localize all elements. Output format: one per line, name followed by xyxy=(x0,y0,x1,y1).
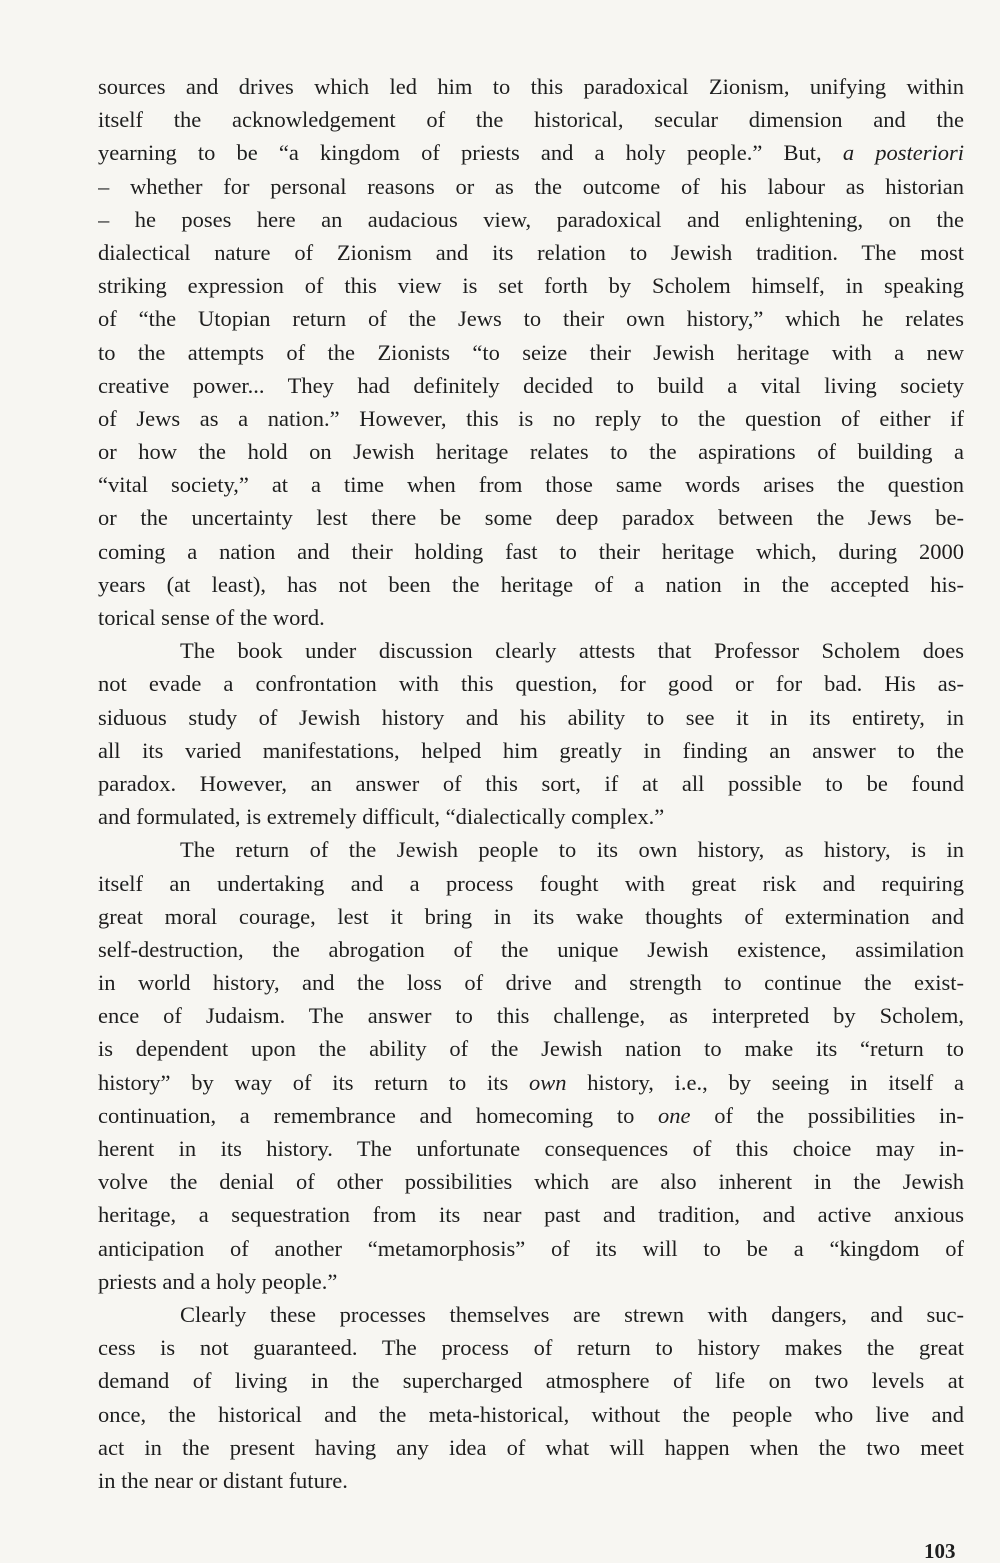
text-segment: of Jews as a nation.” However, this is no reply to the question of either if xyxy=(98,405,964,431)
text-line xyxy=(98,1165,964,1198)
text-segment: heritage, a sequestration from its near past and tradition, and active anxious xyxy=(98,1202,964,1228)
text-line xyxy=(98,1431,964,1464)
text-line xyxy=(98,734,964,767)
text-segment: great moral courage, lest it bring in its wake thoughts of extermination and xyxy=(98,903,964,929)
text-line xyxy=(98,966,964,999)
text-line xyxy=(98,1398,964,1431)
text-segment: priests and a holy people.” xyxy=(98,1268,338,1294)
text-segment: cess is not guaranteed. The process of return to history makes the great xyxy=(98,1335,964,1361)
text-line xyxy=(98,302,964,335)
text-line xyxy=(98,1032,964,1065)
text-line xyxy=(98,701,964,734)
body-text xyxy=(98,70,964,1497)
text-line xyxy=(98,1464,964,1497)
text-segment: in world history, and the loss of drive and strength to continue the exist- xyxy=(98,970,964,996)
text-line xyxy=(98,601,964,634)
text-segment: self-destruction, the abrogation of the unique Jewish existence, assimilation xyxy=(98,936,964,962)
paragraph xyxy=(98,634,964,833)
text-segment: of “the Utopian return of the Jews to their own history,” which he relates xyxy=(98,306,964,332)
text-segment: is dependent upon the ability of the Jewish nation to make its “return to xyxy=(98,1036,964,1062)
text-segment: siduous study of Jewish history and his ability to see it in its entirety, in xyxy=(98,704,964,730)
text-line xyxy=(98,435,964,468)
text-segment: itself the acknowledgement of the historical, secular dimension and the xyxy=(98,107,964,133)
text-line xyxy=(98,336,964,369)
text-segment: striking expression of this view is set forth by Scholem himself, in speaking xyxy=(98,273,964,299)
italic-text: one xyxy=(658,1102,691,1128)
text-segment: anticipation of another “metamorphosis” of its will to be a “kingdom of xyxy=(98,1235,964,1261)
text-segment: and formulated, is extremely difficult, “dialectically complex.” xyxy=(98,804,665,830)
text-segment: all its varied manifestations, helped him greatly in finding an answer to the xyxy=(98,737,964,763)
text-line xyxy=(98,369,964,402)
text-line xyxy=(98,70,964,103)
text-segment: creative power... They had definitely decided to build a vital living society xyxy=(98,372,964,398)
text-segment: demand of living in the supercharged atmosphere of life on two levels at xyxy=(98,1368,964,1394)
italic-text: own xyxy=(528,1069,567,1095)
text-line xyxy=(98,1099,964,1132)
text-line xyxy=(98,1132,964,1165)
text-line xyxy=(98,667,964,700)
text-line xyxy=(98,634,964,667)
text-segment: Clearly these processes themselves are strewn with dangers, and suc- xyxy=(180,1301,964,1327)
italic-text: a posteriori xyxy=(842,140,964,166)
text-segment: The return of the Jewish people to its own history, as history, is in xyxy=(180,837,964,863)
page-number: 103 xyxy=(924,1539,956,1563)
text-line xyxy=(98,767,964,800)
text-line xyxy=(98,1298,964,1331)
text-segment: once, the historical and the meta-historical, without the people who live and xyxy=(98,1401,964,1427)
text-segment: act in the present having any idea of what will happen when the two meet xyxy=(98,1434,964,1460)
paragraph xyxy=(98,833,964,1298)
text-segment: ence of Judaism. The answer to this challenge, as interpreted by Scholem, xyxy=(98,1003,964,1029)
text-segment: of the possibilities in- xyxy=(690,1102,964,1128)
text-segment: in the near or distant future. xyxy=(98,1467,348,1493)
text-line xyxy=(98,999,964,1032)
text-line xyxy=(98,103,964,136)
text-segment: dialectical nature of Zionism and its relation to Jewish tradition. The most xyxy=(98,239,964,265)
text-line xyxy=(98,203,964,236)
text-segment: coming a nation and their holding fast to their heritage which, during 2000 xyxy=(98,538,964,564)
text-line xyxy=(98,402,964,435)
text-line xyxy=(98,170,964,203)
text-line xyxy=(98,1265,964,1298)
paragraph xyxy=(98,1298,964,1497)
text-line xyxy=(98,1066,964,1099)
text-segment: “vital society,” at a time when from those same words arises the question xyxy=(98,472,964,498)
text-segment: or how the hold on Jewish heritage relates to the aspirations of building a xyxy=(98,439,964,465)
text-line xyxy=(98,568,964,601)
text-line xyxy=(98,833,964,866)
text-segment: sources and drives which led him to this paradoxical Zionism, unifying within xyxy=(98,74,964,99)
text-line xyxy=(98,1331,964,1364)
text-line xyxy=(98,535,964,568)
text-segment: itself an undertaking and a process fought with great risk and requiring xyxy=(98,870,964,896)
text-line xyxy=(98,867,964,900)
text-line xyxy=(98,800,964,833)
text-segment: volve the denial of other possibilities which are also inherent in the Jewish xyxy=(98,1169,964,1195)
text-segment: not evade a confrontation with this question, for good or for bad. His as- xyxy=(98,671,964,697)
text-line xyxy=(98,236,964,269)
text-line xyxy=(98,468,964,501)
text-segment: years (at least), has not been the heritage of a nation in the accepted his- xyxy=(98,571,964,597)
text-segment: The book under discussion clearly attests that Professor Scholem does xyxy=(180,638,964,664)
text-line xyxy=(98,933,964,966)
text-segment: to the attempts of the Zionists “to seize their Jewish heritage with a new xyxy=(98,339,964,365)
paragraph xyxy=(98,70,964,634)
text-line xyxy=(98,1364,964,1397)
text-segment: yearning to be “a kingdom of priests and a holy people.” But, xyxy=(98,140,843,166)
text-line xyxy=(98,501,964,534)
text-segment: paradox. However, an answer of this sort, if at all possible to be found xyxy=(98,770,964,796)
text-line xyxy=(98,136,964,169)
text-line xyxy=(98,900,964,933)
text-segment: herent in its history. The unfortunate consequences of this choice may in- xyxy=(98,1136,964,1161)
text-line xyxy=(98,269,964,302)
text-line xyxy=(98,1198,964,1231)
text-line xyxy=(98,1232,964,1265)
text-segment: history” by way of its return to its xyxy=(98,1069,529,1095)
text-segment: or the uncertainty lest there be some deep paradox between the Jews be- xyxy=(98,505,964,531)
text-segment: history, i.e., by seeing in itself a xyxy=(566,1069,964,1095)
text-segment: torical sense of the word. xyxy=(98,605,325,630)
text-segment: – he poses here an audacious view, paradoxical and enlightening, on the xyxy=(98,206,964,232)
text-segment: – whether for personal reasons or as the outcome of his labour as historian xyxy=(98,173,964,199)
text-segment: continuation, a remembrance and homecoming to xyxy=(98,1102,659,1128)
